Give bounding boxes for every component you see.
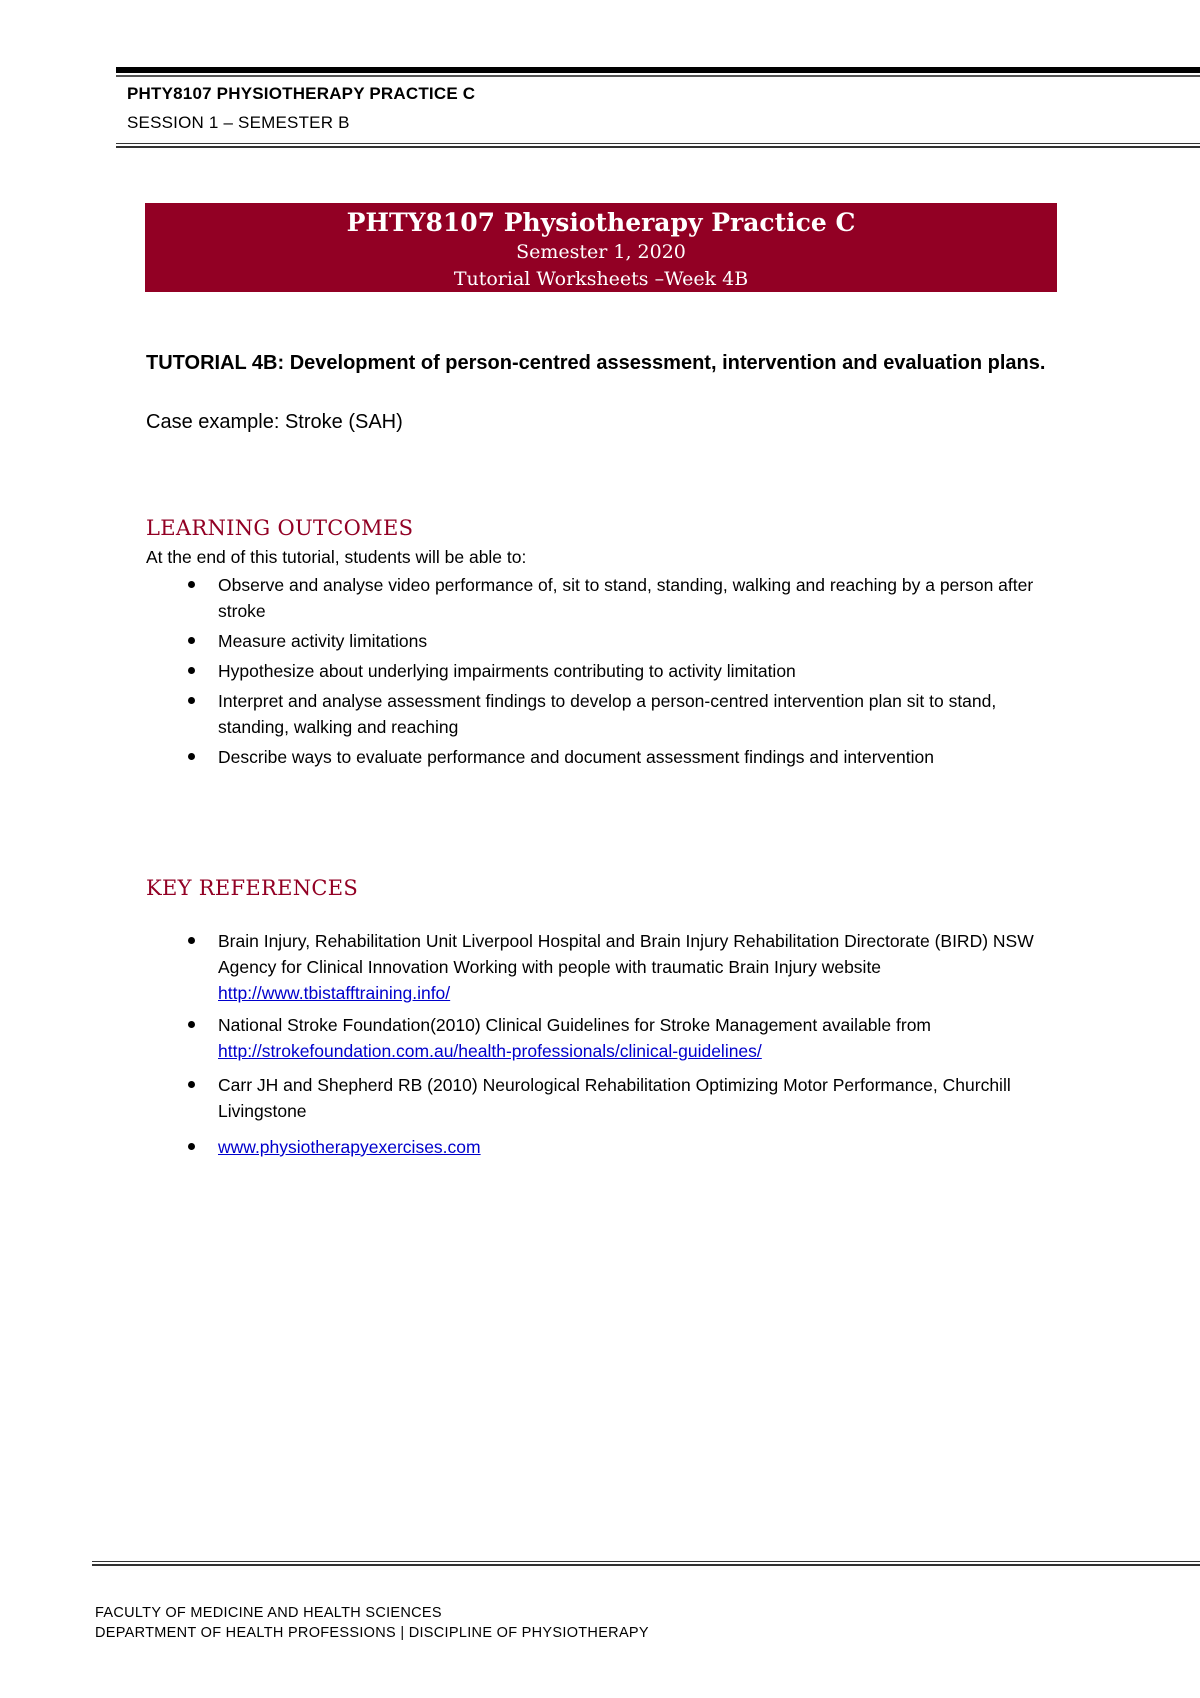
- header-course-title: PHTY8107 PHYSIOTHERAPY PRACTICE C: [127, 84, 476, 103]
- footer-department: DEPARTMENT OF HEALTH PROFESSIONS | DISCIPLINE OF PHYSIOTHERAPY: [95, 1625, 649, 1641]
- learning-outcomes-intro: At the end of this tutorial, students will be able to:: [146, 547, 527, 567]
- bullet-icon: [188, 753, 195, 760]
- header-bottom-rule: [116, 143, 1200, 144]
- header-bottom-rule-thick: [116, 146, 1200, 148]
- bullet-icon: [188, 637, 195, 644]
- list-item: [146, 1072, 1066, 1124]
- banner-subtitle: Tutorial Worksheets –Week 4B: [453, 268, 749, 290]
- key-references-heading: KEY REFERENCES: [146, 876, 359, 900]
- header-session: SESSION 1 – SEMESTER B: [127, 113, 350, 132]
- key-references-list: [146, 928, 1066, 1166]
- list-item: [146, 688, 1066, 740]
- banner-title: PHTY8107 Physiotherapy Practice C: [346, 208, 856, 237]
- reference-text: National Stroke Foundation(2010) Clinical Guidelines for Stroke Management available from: [218, 1015, 932, 1035]
- bullet-icon: [188, 667, 195, 674]
- reference-text: Brain Injury, Rehabilitation Unit Liverpool Hospital and Brain Injury Rehabilitation Directorate (BIRD) NSW Agency for Clinical Innovation Working with people with traumatic Brain Injury website: [218, 931, 1034, 977]
- header-top-rule-thin: [116, 75, 1200, 77]
- footer-rule-thick: [92, 1564, 1200, 1566]
- learning-outcome-text: Describe ways to evaluate performance and document assessment findings and intervention: [218, 747, 934, 767]
- learning-outcome-text: Measure activity limitations: [218, 631, 428, 651]
- reference-text: Carr JH and Shepherd RB (2010) Neurological Rehabilitation Optimizing Motor Performance, Churchill Livingstone: [218, 1075, 1011, 1121]
- learning-outcome-text: Hypothesize about underlying impairments contributing to activity limitation: [218, 661, 796, 681]
- list-item: [146, 658, 1066, 684]
- bullet-icon: [188, 1143, 195, 1150]
- list-item: [146, 928, 1066, 1006]
- list-item: [146, 628, 1066, 654]
- bullet-icon: [188, 697, 195, 704]
- list-item: [146, 1012, 1066, 1064]
- learning-outcome-text: Observe and analyse video performance of, sit to stand, standing, walking and reaching by a person after stroke: [218, 575, 1034, 621]
- tutorial-title: TUTORIAL 4B: Development of person-centred assessment, intervention and evaluation plans.: [146, 352, 1046, 374]
- bullet-icon: [188, 1021, 195, 1028]
- learning-outcome-text: Interpret and analyse assessment findings to develop a person-centred intervention plan sit to stand, standing, walking and reaching: [218, 691, 997, 737]
- case-example: Case example: Stroke (SAH): [146, 411, 403, 433]
- header-top-rule: [116, 67, 1200, 73]
- reference-link[interactable]: http://www.tbistafftraining.info/: [218, 983, 451, 1003]
- reference-link[interactable]: www.physiotherapyexercises.com: [218, 1137, 481, 1157]
- bullet-icon: [188, 937, 195, 944]
- bullet-icon: [188, 1081, 195, 1088]
- list-item: [146, 572, 1066, 624]
- learning-outcomes-heading: LEARNING OUTCOMES: [146, 516, 414, 540]
- title-banner: [145, 203, 1057, 292]
- footer-rule: [92, 1561, 1200, 1562]
- banner-semester: Semester 1, 2020: [516, 241, 686, 263]
- learning-outcomes-list: [146, 572, 1066, 774]
- footer-faculty: FACULTY OF MEDICINE AND HEALTH SCIENCES: [95, 1605, 442, 1621]
- list-item: [146, 1134, 1066, 1160]
- list-item: [146, 744, 1066, 770]
- reference-link[interactable]: http://strokefoundation.com.au/health-professionals/clinical-guidelines/: [218, 1041, 762, 1061]
- bullet-icon: [188, 581, 195, 588]
